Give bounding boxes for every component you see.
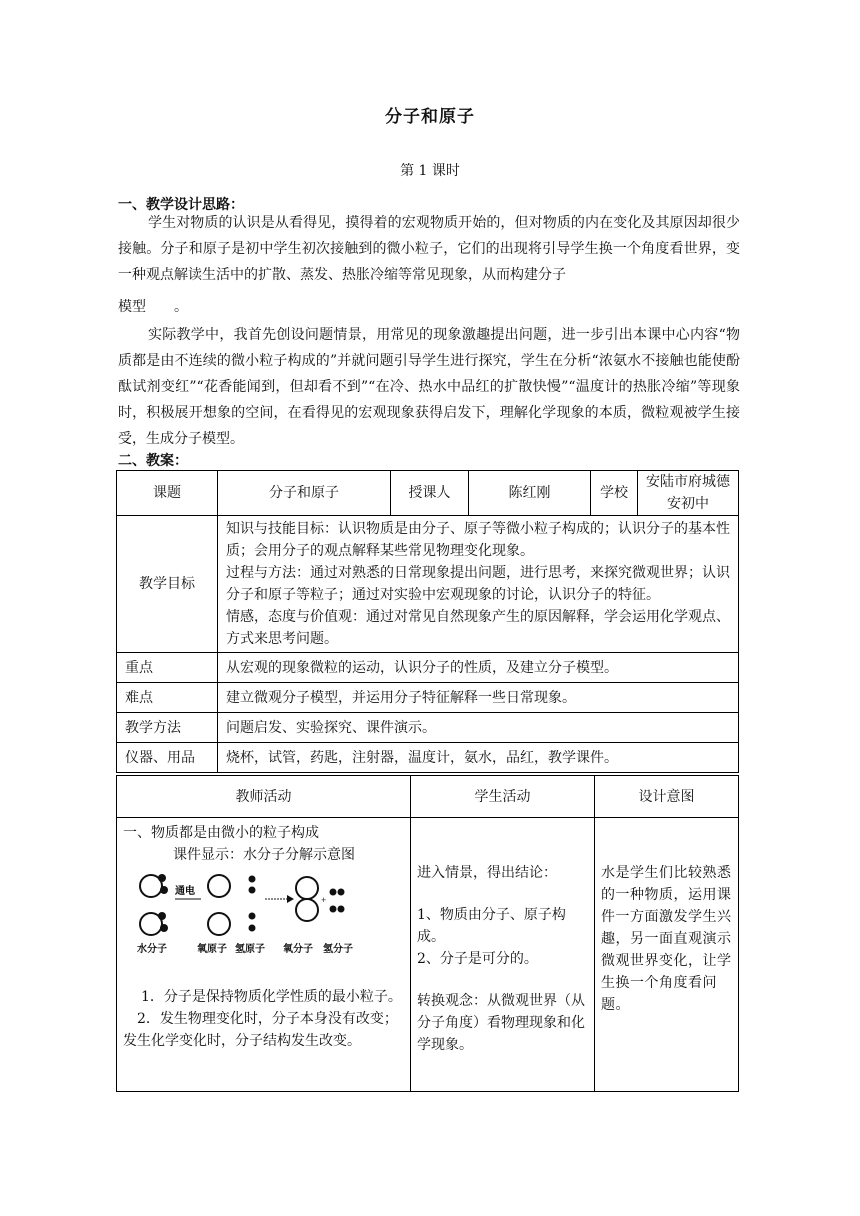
lesson-number: 第 1 课时: [400, 163, 460, 179]
section1-heading: 一、教学设计思路：: [118, 197, 244, 213]
goal-emotion: 情感，态度与价值观：通过对常见自然现象产生的原因解释，学会运用化学观点、方式来思考问题。: [226, 609, 730, 647]
goal-process: 过程与方法：通过对熟悉的日常现象提出问题，进行思考，来探究微观世界；认识分子和原子等粒子；通过对实验中宏观现象的讨论，认识分子的特征。: [226, 565, 730, 603]
method-label: 教学方法: [117, 713, 218, 743]
section2-heading: 二、教案：: [118, 453, 188, 469]
activity-header-row: [117, 776, 739, 818]
tools-value: 烧杯，试管，药匙，注射器，温度计，氨水，品红，教学课件。: [218, 743, 739, 773]
teacher-point-2: 2．发生物理变化时，分子本身没有改变；发生化学变化时，分子结构发生改变。: [123, 1011, 398, 1049]
key-label: 重点: [117, 653, 218, 683]
section1-paragraph2: 实际教学中，我首先创设问题情景，用常见的现象激趣提出问题，进一步引出本课中心内容“物质都是由不连续的微小粒子构成的”并就问题引导学生进行探究，学生在分析“浓氨水不接触也能使酚酞试剂变红”“花香能闻到，但却看不到”“在冷、热水中品红的扩散快慢”“温度计的热胀冷缩”等现象时，积极展开想象的空间，在看得见的宏观现象获得启发下，理解化学现象的本质，微粒观被学生接受，生成分子模型。: [118, 327, 740, 447]
method-value: 问题启发、实验探究、课件演示。: [218, 713, 739, 743]
label-water-molecule: 水分子: [137, 944, 167, 955]
lesson-info-table: [116, 470, 739, 773]
school-label: 学校: [591, 471, 638, 516]
label-hydrogen-molecule: 氢分子: [323, 944, 353, 955]
goal-label: 教学目标: [117, 516, 218, 653]
label-oxygen-molecule: 氧分子: [283, 944, 313, 955]
activity-table: [116, 775, 739, 1092]
design-intent-text: 水是学生们比较熟悉的一种物质，运用课件一方面激发学生兴趣，另一面直观演示微观世界变化，让学生换一个角度看问题。: [601, 865, 732, 1013]
label-oxygen-atom: 氧原子: [197, 944, 227, 955]
topic-value: 分子和原子: [218, 471, 391, 516]
info-row-hard: [117, 683, 739, 713]
info-row-method: [117, 713, 739, 743]
design-intent-cell: [595, 818, 739, 1092]
arrow-label-electrolysis: 通电: [175, 886, 195, 897]
teacher-heading: 一、物质都是由微小的粒子构成: [123, 825, 319, 841]
info-row-tools: [117, 743, 739, 773]
activity-row-1: [117, 818, 739, 1092]
teacher-label: 授课人: [391, 471, 469, 516]
goal-content: [218, 516, 739, 653]
teacher-point-1: 1．分子是保持物质化学性质的最小粒子。: [141, 989, 402, 1005]
diagram-caption: 课件显示：水分子分解示意图: [173, 847, 355, 863]
tools-label: 仪器、用品: [117, 743, 218, 773]
student-activity-cell: [411, 818, 595, 1092]
student-line-2: 1、物质由分子、原子构成。: [417, 907, 566, 945]
water-molecule-decomposition-diagram: [137, 872, 369, 960]
school-value: 安陆市府城德安初中: [638, 471, 739, 516]
label-hydrogen-atom: 氢原子: [235, 944, 265, 955]
info-row-topic: [117, 471, 739, 516]
document-title: 分子和原子: [385, 107, 475, 127]
student-line-3: 2、分子是可分的。: [417, 951, 538, 967]
info-row-key: [117, 653, 739, 683]
key-value: 从宏观的现象微粒的运动，认识分子的性质，及建立分子模型。: [218, 653, 739, 683]
topic-label: 课题: [117, 471, 218, 516]
svg-text:+: +: [321, 895, 327, 905]
teacher-activity-cell: [117, 818, 411, 1092]
section1-paragraph1-end: 模型 。: [118, 299, 188, 315]
section1-paragraph1: 学生对物质的认识是从看得见，摸得着的宏观物质开始的，但对物质的内在变化及其原因却很少接触。分子和原子是初中学生初次接触到的微小粒子，它们的出现将引导学生换一个角度看世界，变一种观点解读生活中的扩散、蒸发、热胀冷缩等常见现象，从而构建分子: [118, 215, 740, 283]
info-row-goals: [117, 516, 739, 653]
hard-value: 建立微观分子模型，并运用分子特征解释一些日常现象。: [218, 683, 739, 713]
header-student: 学生活动: [411, 776, 595, 818]
header-teacher: 教师活动: [117, 776, 411, 818]
teacher-value: 陈红刚: [469, 471, 591, 516]
student-line-1: 进入情景，得出结论：: [417, 865, 557, 881]
student-line-4: 转换观念：从微观世界（从分子角度）看物理现象和化学现象。: [417, 993, 585, 1053]
hard-label: 难点: [117, 683, 218, 713]
goal-knowledge: 知识与技能目标：认识物质是由分子、原子等微小粒子构成的；认识分子的基本性质；会用分子的观点解释某些常见物理变化现象。: [226, 521, 730, 559]
header-intent: 设计意图: [595, 776, 739, 818]
